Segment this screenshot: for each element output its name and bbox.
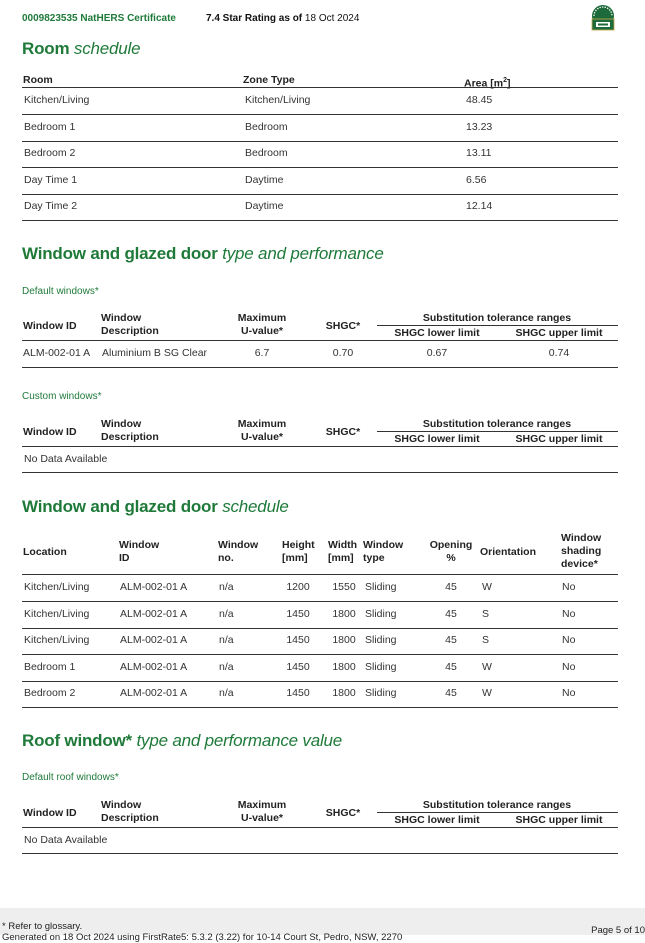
col-window-desc-1: Window [101,312,142,324]
col-opening-1: Opening [429,539,473,551]
cell-shgc: 0.70 [332,347,354,359]
col-shgc: SHGC* [325,426,361,438]
col-max-u-2: U-value* [240,812,283,824]
col-shgc-upper: SHGC upper limit [515,814,603,826]
cell-shading: No [562,634,576,646]
window-type-title [22,244,384,264]
col-room: Room [23,74,53,86]
col-shgc: SHGC* [325,320,361,332]
custom-windows-table [22,416,618,476]
row-rule [22,707,618,708]
cell-zone-type: Bedroom [245,147,288,159]
window-schedule-title-italic: schedule [222,497,289,516]
col-substitution: Substitution tolerance ranges [422,418,572,430]
col-window-desc [101,799,159,825]
cell-height: 1450 [286,607,310,620]
col-max-u [227,312,297,338]
cell-shgc-lower: 0.67 [426,347,448,359]
col-window-id [119,539,159,565]
cell-orientation: S [482,607,490,620]
col-width-1: Width [328,539,358,551]
cell-area: 13.23 [466,120,493,133]
roof-window-title-bold: Roof window* [22,731,132,750]
window-type-title-bold: Window and glazed door [22,244,218,263]
col-max-u-2: U-value* [240,431,283,443]
default-roof-windows-label: Default roof windows* [22,772,119,783]
col-width-2: [mm] [328,552,354,564]
cell-window-no: n/a [219,607,234,620]
cell-room: Day Time 1 [24,173,78,186]
room-schedule-title-bold: Room [22,39,70,58]
col-window-desc-2: Description [101,325,159,337]
cell-window-no: n/a [219,687,234,699]
cell-room: Bedroom 2 [24,147,76,159]
cell-height: 1450 [286,634,310,646]
cell-window-type: Sliding [365,581,397,593]
col-height-1: Height [282,539,315,551]
cell-orientation: S [482,634,490,646]
col-max-u [227,799,297,825]
col-orientation: Orientation [480,546,537,558]
cell-location: Kitchen/Living [24,634,90,646]
room-schedule-table [22,72,618,222]
cell-orientation: W [482,581,492,593]
substitution-rule [377,431,618,432]
cell-height: 1450 [286,660,310,673]
cell-width: 1550 [332,581,356,593]
star-rating-label: 7.4 Star Rating as of [206,13,303,24]
window-type-title-italic: type and performance [222,244,384,263]
col-area [464,74,511,91]
col-opening-2: % [446,552,456,564]
row-rule [22,472,618,473]
default-windows-label: Default windows* [22,286,99,297]
cell-shading: No [562,660,576,673]
col-substitution: Substitution tolerance ranges [422,312,572,324]
page-footer [0,908,645,943]
cell-window-id: ALM-002-01 A [120,687,188,699]
cell-opening: 45 [445,660,457,673]
cell-area: 6.56 [466,173,487,186]
row-rule [22,601,618,602]
cell-window-desc: Aluminium B SG Clear [102,347,208,359]
cell-room: Bedroom 1 [24,120,76,133]
col-window-type-1: Window [363,539,404,551]
col-window-no [218,539,258,565]
substitution-rule [377,325,618,326]
substitution-rule [377,812,618,813]
col-height [282,539,315,565]
window-schedule-title-bold: Window and glazed door [22,497,218,516]
nathers-logo-icon [589,4,617,32]
col-window-id: Window ID [23,807,77,819]
cell-window-no: n/a [219,581,234,593]
col-width [328,539,357,565]
cell-area: 12.14 [466,200,493,212]
cell-window-id: ALM-002-01 A [120,634,188,646]
header-rule [22,574,618,575]
cell-window-type: Sliding [365,660,397,673]
roof-windows-table [22,797,618,857]
col-area-close: ] [507,77,511,90]
row-rule [22,681,618,682]
col-shgc-lower: SHGC lower limit [394,433,480,445]
col-shgc-upper: SHGC upper limit [515,433,603,445]
custom-windows-label: Custom windows* [22,391,102,402]
roof-window-title [22,731,342,751]
row-rule [22,367,618,368]
col-window-desc-1: Window [101,799,142,811]
cell-window-id: ALM-002-01 A [23,347,91,359]
cell-orientation: W [482,660,492,673]
room-schedule-title-italic: schedule [73,39,141,58]
col-height-2: [mm] [282,552,308,564]
window-schedule-table [22,531,618,711]
cell-window-no: n/a [219,634,234,646]
cell-shading: No [562,581,576,593]
row-rule [22,141,618,142]
cell-shgc-upper: 0.74 [548,347,570,359]
col-shgc: SHGC* [325,807,361,819]
cell-zone-type: Kitchen/Living [245,94,311,106]
col-window-desc-2: Description [101,431,159,443]
cell-width: 1800 [332,607,356,620]
row-rule [22,194,618,195]
cell-shading: No [562,607,576,620]
col-window-no-1: Window [218,539,259,551]
col-substitution: Substitution tolerance ranges [422,799,572,811]
cell-window-type: Sliding [365,634,397,646]
cell-window-id: ALM-002-01 A [120,581,188,593]
cell-max-u: 6.7 [254,347,270,359]
header-rule [22,87,618,88]
cell-opening: 45 [445,607,457,620]
col-window-id: Window ID [23,426,77,438]
room-schedule-title [22,39,140,59]
cell-zone-type: Bedroom [245,120,288,133]
col-window-no-2: no. [218,552,234,564]
col-window-id: Window ID [23,320,77,332]
col-shading-2: shading [561,545,602,557]
star-rating [206,13,359,24]
row-rule [22,853,618,854]
certificate-number: 0009823535 NatHERS Certificate [22,13,176,24]
cell-height: 1200 [286,581,310,593]
header-rule [22,827,618,828]
cell-zone-type: Daytime [245,200,284,212]
row-rule [22,167,618,168]
row-rule [22,220,618,221]
row-rule [22,114,618,115]
col-window-desc-2: Description [101,812,159,824]
cell-width: 1800 [332,687,356,699]
col-max-u [227,418,297,444]
col-area-text: Area [m [464,77,504,90]
col-shading-1: Window [561,532,602,544]
header-rule [22,340,618,341]
generated-note: Generated on 18 Oct 2024 using FirstRate5: 5.3.2 (3.22) for 10-14 Court St, Pedro, NSW, 2270 [2,932,403,943]
cell-shading: No [562,687,576,699]
cell-opening: 45 [445,687,457,699]
col-window-desc [101,312,159,338]
cell-window-no: n/a [219,660,234,673]
col-area-sup: 2 [503,77,508,84]
star-rating-date: 18 Oct 2024 [304,13,360,24]
col-max-u-1: Maximum [237,418,287,430]
cell-location: Kitchen/Living [24,581,90,593]
col-window-id-2: ID [119,552,130,564]
cell-room: Day Time 2 [24,200,78,212]
cell-area: 13.11 [466,147,492,159]
col-shgc-lower: SHGC lower limit [394,327,480,339]
no-data-text: No Data Available [24,834,108,846]
cell-window-type: Sliding [365,607,397,620]
cell-window-id: ALM-002-01 A [120,607,188,620]
cell-location: Kitchen/Living [24,607,90,620]
col-opening [426,539,476,565]
cell-opening: 45 [445,581,457,593]
col-shading [561,532,601,571]
row-rule [22,654,618,655]
window-schedule-title [22,497,289,517]
col-zone-type: Zone Type [243,74,295,86]
cell-window-id: ALM-002-01 A [120,660,188,673]
header-rule [22,446,618,447]
roof-window-title-italic: type and performance value [136,731,343,750]
col-window-type [363,539,403,565]
page-number: Page 5 of 10 [591,925,645,936]
cell-opening: 45 [445,634,457,646]
col-shgc-lower: SHGC lower limit [394,814,480,826]
no-data-text: No Data Available [24,453,108,465]
col-shading-3: device* [561,558,598,570]
cell-width: 1800 [332,634,356,646]
cell-zone-type: Daytime [245,173,284,186]
cell-location: Bedroom 2 [24,687,76,699]
glossary-note: * Refer to glossary. [2,921,83,932]
cell-height: 1450 [286,687,310,699]
col-max-u-1: Maximum [237,312,287,324]
cell-room: Kitchen/Living [24,94,90,106]
cell-window-type: Sliding [365,687,397,699]
cell-width: 1800 [332,660,356,673]
col-window-id-1: Window [119,539,160,551]
col-max-u-1: Maximum [237,799,287,811]
col-window-type-2: type [363,552,385,564]
page-header [22,13,360,24]
col-window-desc [101,418,159,444]
col-location: Location [23,546,67,558]
row-rule [22,628,618,629]
col-window-desc-1: Window [101,418,142,430]
default-windows-table [22,310,618,370]
cell-area: 48.45 [466,94,493,106]
cell-orientation: W [482,687,492,699]
col-max-u-2: U-value* [240,325,283,337]
col-shgc-upper: SHGC upper limit [515,327,603,339]
cell-location: Bedroom 1 [24,660,76,673]
